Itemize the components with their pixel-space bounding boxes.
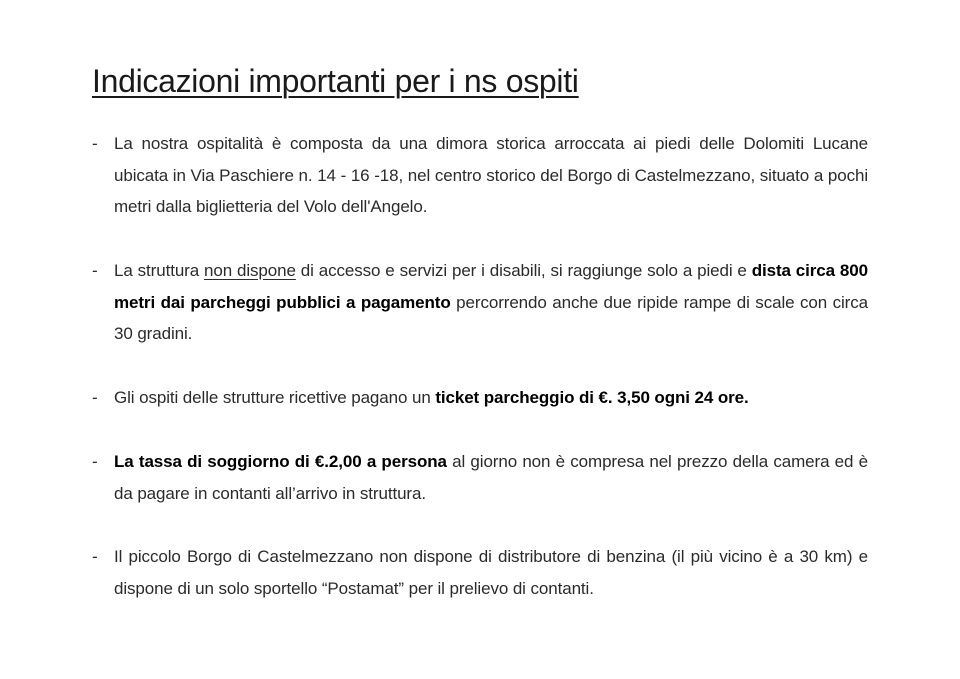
- page-title: Indicazioni importanti per i ns ospiti: [92, 63, 579, 99]
- bullet-item-location: [92, 128, 868, 223]
- bullet-dash: -: [92, 261, 98, 280]
- bullet-text: [114, 255, 868, 350]
- bullet-item-services: [92, 541, 868, 604]
- bullet-dash: -: [92, 547, 98, 566]
- bullet-dash: -: [92, 388, 98, 407]
- tourist-tax-text: al giorno non è compresa nel prezzo della camera ed è da pagare in contanti all’arrivo in struttura.: [114, 452, 868, 503]
- services-text: Il piccolo Borgo di Castelmezzano non dispone di distributore di benzina (il più vicino è a 30 km) e dispone di un solo sportello “Postamat” per il prelievo di contanti.: [114, 547, 868, 598]
- tourist-tax-highlight: La tassa di soggiorno di €.2,00 a persona: [114, 452, 447, 471]
- bullet-text: [114, 128, 868, 223]
- not-available-underlined: non dispone: [204, 261, 296, 280]
- accessibility-text-start: La struttura: [114, 261, 205, 280]
- bullet-text: [114, 382, 868, 414]
- location-text: La nostra ospitalità è composta da una dimora storica arroccata ai piedi delle Dolomiti Lucane ubicata in Via Paschiere n. 14 - 16 -18, nel centro storico del Borgo di Castelmezzano, situato a pochi metri dalla biglietteria del Volo dell'Angelo.: [114, 134, 868, 216]
- bullet-text: [114, 446, 868, 509]
- parking-ticket-highlight: ticket parcheggio di €. 3,50 ogni 24 ore.: [435, 388, 749, 407]
- accessibility-text-middle: di accesso e servizi per i disabili, si raggiunge solo a piedi e: [295, 261, 752, 280]
- parking-text: Gli ospiti delle strutture ricettive pagano un: [114, 388, 436, 407]
- bullet-item-accessibility: [92, 255, 868, 350]
- bullet-item-tourist-tax: [92, 446, 868, 509]
- parking-distance-highlight: dista circa 800 metri dai parcheggi pubblici a pagamento: [114, 261, 868, 312]
- bullet-item-parking: [92, 382, 868, 414]
- bullet-dash: -: [92, 452, 98, 471]
- bullet-dash: -: [92, 134, 98, 153]
- accessibility-text-end: percorrendo anche due ripide rampe di scale con circa 30 gradini.: [114, 292, 868, 343]
- bullet-text: [114, 541, 868, 604]
